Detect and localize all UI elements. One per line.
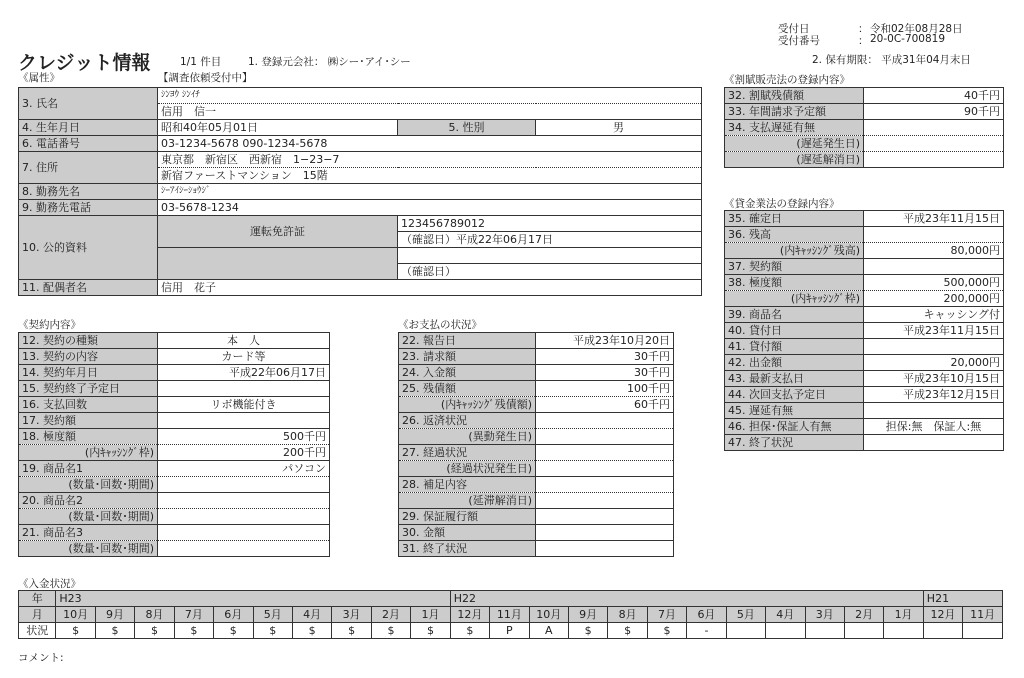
- payment-row-value: [536, 445, 674, 461]
- moneylending-row-value: 20,000円: [864, 355, 1004, 371]
- public-doc-type-2: [158, 248, 398, 280]
- moneylending-row-value: [864, 435, 1004, 451]
- contract-row-value: [158, 509, 330, 525]
- moneylending-row-label: 38. 極度額: [725, 275, 864, 291]
- contract-row-value: [158, 525, 330, 541]
- moneylending-row-label: 37. 契約額: [725, 259, 864, 275]
- year-cell: H21: [923, 591, 1002, 607]
- installment-row-value: [864, 136, 1004, 152]
- payment-row-label: 31. 終了状況: [399, 541, 536, 557]
- moneylending-table: [724, 210, 1004, 451]
- payment-row-value: 30千円: [536, 349, 674, 365]
- phone-label: 6. 電話番号: [19, 136, 158, 152]
- contract-row-value: 200千円: [158, 445, 330, 461]
- payment-row-label: 23. 請求額: [399, 349, 536, 365]
- contract-row-value: [158, 413, 330, 429]
- installment-table: [724, 87, 1004, 168]
- status-cell: $: [253, 623, 292, 639]
- contract-row-label: (内ｷｬｯｼﾝｸﾞ枠): [19, 445, 158, 461]
- moneylending-row-label: 42. 出金額: [725, 355, 864, 371]
- retention-label: 2. 保有期限：: [812, 54, 878, 66]
- payment-row-label: 24. 入金額: [399, 365, 536, 381]
- month-cell: 3月: [805, 607, 844, 623]
- status-cell: [726, 623, 765, 639]
- moneylending-row-value: キャッシング付: [864, 307, 1004, 323]
- contract-row-label: (数量･回数･期間): [19, 541, 158, 557]
- status-cell: [963, 623, 1003, 639]
- moneylending-row-label: 40. 貸付日: [725, 323, 864, 339]
- payment-row-label: 22. 報告日: [399, 333, 536, 349]
- status-cell: $: [568, 623, 607, 639]
- year-cell: H22: [450, 591, 923, 607]
- installment-row-label: (遅延解消日): [725, 152, 864, 168]
- status-header: 状況: [19, 623, 56, 639]
- installment-row-label: 33. 年間請求予定額: [725, 104, 864, 120]
- payment-row-value: 60千円: [536, 397, 674, 413]
- receipt-number-sep: ：: [858, 35, 869, 47]
- public-doc-label: 10. 公的資料: [19, 216, 158, 280]
- moneylending-row-value: [864, 259, 1004, 275]
- status-cell: -: [687, 623, 726, 639]
- payment-row-value: 30千円: [536, 365, 674, 381]
- employer-label: 8. 勤務先名: [19, 184, 158, 200]
- registrant-value: ㈱シー･アイ･シー: [327, 56, 411, 68]
- installment-row-label: 32. 割賦残債額: [725, 88, 864, 104]
- registrant-label: 1. 登録元会社：: [248, 56, 325, 68]
- contract-row-value: リボ機能付き: [158, 397, 330, 413]
- contract-row-label: 13. 契約の内容: [19, 349, 158, 365]
- payment-row-value: 平成23年10月20日: [536, 333, 674, 349]
- status-cell: $: [411, 623, 451, 639]
- name-label: 3. 氏名: [19, 88, 158, 120]
- birth-label: 4. 生年月日: [19, 120, 158, 136]
- month-cell: 11月: [963, 607, 1003, 623]
- month-cell: 5月: [726, 607, 765, 623]
- retention-value: 平成31年04月末日: [881, 54, 971, 66]
- history-month-row: [19, 607, 1003, 623]
- month-cell: 3月: [332, 607, 371, 623]
- month-cell: 1月: [411, 607, 451, 623]
- payment-row-label: 26. 返済状況: [399, 413, 536, 429]
- status-cell: $: [332, 623, 371, 639]
- month-cell: 7月: [647, 607, 686, 623]
- month-cell: 4月: [766, 607, 805, 623]
- contract-row-label: 14. 契約年月日: [19, 365, 158, 381]
- installment-row-value: 40千円: [864, 88, 1004, 104]
- status-cell: [805, 623, 844, 639]
- payment-row-value: [536, 429, 674, 445]
- contract-row-value: [158, 541, 330, 557]
- month-cell: 8月: [135, 607, 174, 623]
- contract-row-label: (数量･回数･期間): [19, 477, 158, 493]
- employer-phone-value: 03-5678-1234: [158, 200, 702, 216]
- status-cell: $: [608, 623, 647, 639]
- month-cell: 4月: [292, 607, 331, 623]
- month-cell: 6月: [214, 607, 253, 623]
- contract-row-value: パソコン: [158, 461, 330, 477]
- receipt-number-value: 20-0C-700819: [870, 33, 946, 45]
- status-cell: [884, 623, 923, 639]
- status-cell: [844, 623, 883, 639]
- receipt-number-label: 受付番号: [778, 35, 820, 47]
- status-cell: $: [135, 623, 174, 639]
- status-cell: $: [292, 623, 331, 639]
- month-cell: 1月: [884, 607, 923, 623]
- public-doc-type-1: 運転免許証: [158, 216, 398, 248]
- status-cell: P: [490, 623, 529, 639]
- moneylending-row-label: 43. 最新支払日: [725, 371, 864, 387]
- status-cell: A: [529, 623, 568, 639]
- status-cell: $: [95, 623, 134, 639]
- month-cell: 12月: [450, 607, 489, 623]
- moneylending-row-value: 500,000円: [864, 275, 1004, 291]
- page-title: クレジット情報: [18, 52, 151, 74]
- month-cell: 10月: [56, 607, 95, 623]
- address-label: 7. 住所: [19, 152, 158, 184]
- contract-row-value: [158, 493, 330, 509]
- payment-row-value: [536, 493, 674, 509]
- moneylending-row-label: 36. 残高: [725, 227, 864, 243]
- moneylending-row-label: 41. 貸付額: [725, 339, 864, 355]
- month-cell: 8月: [608, 607, 647, 623]
- contract-row-label: 19. 商品名1: [19, 461, 158, 477]
- status-cell: [766, 623, 805, 639]
- contract-row-value: カード等: [158, 349, 330, 365]
- status-cell: $: [56, 623, 95, 639]
- month-cell: 9月: [95, 607, 134, 623]
- payment-row-label: (延滞解消日): [399, 493, 536, 509]
- month-cell: 6月: [687, 607, 726, 623]
- moneylending-row-value: [864, 227, 1004, 243]
- moneylending-row-value: [864, 403, 1004, 419]
- receipt-date-label: 受付日: [778, 23, 810, 35]
- moneylending-row-value: 平成23年10月15日: [864, 371, 1004, 387]
- month-cell: 2月: [371, 607, 410, 623]
- payment-row-label: 29. 保証履行額: [399, 509, 536, 525]
- payment-row-value: [536, 413, 674, 429]
- moneylending-row-label: 39. 商品名: [725, 307, 864, 323]
- phone-value: 03-1234-5678 090-1234-5678: [158, 136, 702, 152]
- payment-row-value: [536, 461, 674, 477]
- public-doc-confirm-1: （確認日）平成22年06月17日: [398, 232, 702, 248]
- payment-row-label: 25. 残債額: [399, 381, 536, 397]
- moneylending-row-label: (内ｷｬｯｼﾝｸﾞ枠): [725, 291, 864, 307]
- contract-row-value: [158, 381, 330, 397]
- month-cell: 7月: [174, 607, 213, 623]
- attributes-section-title: 《属性》: [18, 72, 60, 84]
- contract-row-value: 500千円: [158, 429, 330, 445]
- payment-row-label: 28. 補足内容: [399, 477, 536, 493]
- status-cell: [923, 623, 962, 639]
- moneylending-row-value: 200,000円: [864, 291, 1004, 307]
- payment-row-value: [536, 509, 674, 525]
- contract-row-label: 17. 契約額: [19, 413, 158, 429]
- moneylending-row-label: 46. 担保･保証人有無: [725, 419, 864, 435]
- installment-section-title: 《割賦販売法の登録内容》: [724, 74, 850, 86]
- moneylending-row-label: (内ｷｬｯｼﾝｸﾞ残高): [725, 243, 864, 259]
- contract-row-label: 18. 極度額: [19, 429, 158, 445]
- public-doc-number-2: [398, 248, 702, 264]
- payment-row-label: 30. 金額: [399, 525, 536, 541]
- installment-row-label: 34. 支払遅延有無: [725, 120, 864, 136]
- month-cell: 12月: [923, 607, 962, 623]
- contract-section-title: 《契約内容》: [18, 319, 81, 331]
- year-header: 年: [19, 591, 56, 607]
- contract-row-value: 本 人: [158, 333, 330, 349]
- public-doc-number-1: 123456789012: [398, 216, 702, 232]
- receipt-date-sep: ：: [858, 23, 869, 35]
- moneylending-row-label: 45. 遅延有無: [725, 403, 864, 419]
- page-count: 1/1 件目: [180, 56, 222, 68]
- payment-history-table: [18, 590, 1003, 639]
- gender-label: 5. 性別: [398, 120, 536, 136]
- installment-row-value: [864, 120, 1004, 136]
- name-kana: ｼﾝﾖｳ ｼﾝｲﾁ: [158, 88, 702, 104]
- status-cell: $: [371, 623, 410, 639]
- month-cell: 9月: [568, 607, 607, 623]
- moneylending-row-value: 平成23年12月15日: [864, 387, 1004, 403]
- moneylending-row-value: 平成23年11月15日: [864, 211, 1004, 227]
- contract-row-label: 12. 契約の種類: [19, 333, 158, 349]
- history-section-title: 《入金状況》: [18, 578, 81, 590]
- history-status-row: [19, 623, 1003, 639]
- employer-phone-label: 9. 勤務先電話: [19, 200, 158, 216]
- status-cell: $: [450, 623, 489, 639]
- contract-table: [18, 332, 330, 557]
- retention-period: [812, 52, 971, 67]
- spouse-label: 11. 配偶者名: [19, 280, 158, 296]
- payment-table: [398, 332, 674, 557]
- registrant-company: [248, 54, 411, 69]
- public-doc-confirm-2: （確認日）: [398, 264, 702, 280]
- moneylending-row-value: [864, 339, 1004, 355]
- comment-label: コメント:: [18, 652, 64, 664]
- year-cell: H23: [56, 591, 450, 607]
- moneylending-row-label: 47. 終了状況: [725, 435, 864, 451]
- inquiry-status: 【調査依頼受付中】: [158, 72, 253, 84]
- moneylending-section-title: 《貸金業法の登録内容》: [724, 198, 840, 210]
- payment-section-title: 《お支払の状況》: [398, 319, 482, 331]
- status-cell: $: [214, 623, 253, 639]
- receipt-date-value: 令和02年08月28日: [870, 23, 963, 35]
- installment-row-value: [864, 152, 1004, 168]
- month-header: 月: [19, 607, 56, 623]
- month-cell: 10月: [529, 607, 568, 623]
- spouse-value: 信用 花子: [158, 280, 702, 296]
- contract-row-label: 21. 商品名3: [19, 525, 158, 541]
- history-year-row: [19, 591, 1003, 607]
- gender-value: 男: [536, 120, 702, 136]
- payment-row-value: [536, 477, 674, 493]
- payment-row-value: [536, 525, 674, 541]
- month-cell: 5月: [253, 607, 292, 623]
- contract-row-label: 16. 支払回数: [19, 397, 158, 413]
- contract-row-label: 20. 商品名2: [19, 493, 158, 509]
- moneylending-row-value: 平成23年11月15日: [864, 323, 1004, 339]
- month-cell: 11月: [490, 607, 529, 623]
- moneylending-row-value: 80,000円: [864, 243, 1004, 259]
- month-cell: 2月: [844, 607, 883, 623]
- birth-value: 昭和40年05月01日: [158, 120, 398, 136]
- contract-row-value: 平成22年06月17日: [158, 365, 330, 381]
- payment-row-label: 27. 経過状況: [399, 445, 536, 461]
- payment-row-value: [536, 541, 674, 557]
- contract-row-label: 15. 契約終了予定日: [19, 381, 158, 397]
- contract-row-value: [158, 477, 330, 493]
- payment-row-label: (異動発生日): [399, 429, 536, 445]
- moneylending-row-value: 担保:無 保証人:無: [864, 419, 1004, 435]
- employer-value: ｼｰｱｲｼｰｼｮｳｼﾞ: [158, 184, 702, 200]
- payment-row-label: (内ｷｬｯｼﾝｸﾞ残債額): [399, 397, 536, 413]
- address-line1: 東京都 新宿区 西新宿 1−23−7: [158, 152, 702, 168]
- contract-row-label: (数量･回数･期間): [19, 509, 158, 525]
- payment-row-label: (経過状況発生日): [399, 461, 536, 477]
- address-line2: 新宿ファーストマンション 15階: [158, 168, 702, 184]
- attributes-table: [18, 87, 702, 296]
- name-kanji: 信用 信一: [158, 104, 702, 120]
- payment-row-value: 100千円: [536, 381, 674, 397]
- installment-row-label: (遅延発生日): [725, 136, 864, 152]
- moneylending-row-label: 44. 次回支払予定日: [725, 387, 864, 403]
- installment-row-value: 90千円: [864, 104, 1004, 120]
- moneylending-row-label: 35. 確定日: [725, 211, 864, 227]
- status-cell: $: [174, 623, 213, 639]
- status-cell: $: [647, 623, 686, 639]
